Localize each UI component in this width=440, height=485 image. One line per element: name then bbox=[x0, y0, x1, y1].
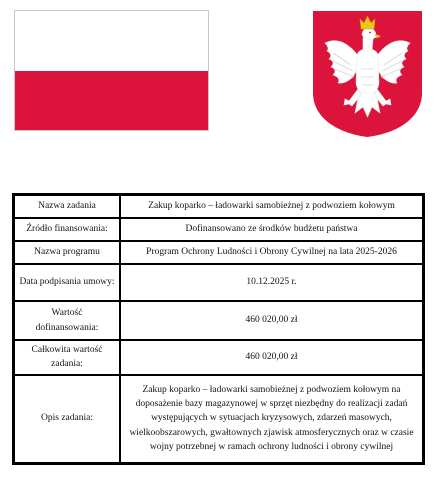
eagle-eye bbox=[369, 32, 371, 34]
row-value: Program Ochrony Ludności i Obrony Cywilnej na lata 2025-2026 bbox=[120, 241, 424, 264]
row-value: 460 020,00 zł bbox=[120, 340, 424, 375]
flag-red-stripe bbox=[15, 71, 208, 131]
table-row bbox=[14, 195, 424, 219]
row-label: Nazwa zadania bbox=[14, 195, 121, 219]
table-row bbox=[14, 264, 424, 301]
eagle-body bbox=[356, 49, 379, 95]
row-value: 10.12.2025 r. bbox=[120, 264, 424, 301]
polish-flag bbox=[14, 10, 209, 131]
row-value: Zakup koparko – ładowarki samobieżnej z podwoziem kołowym bbox=[120, 195, 424, 219]
polish-eagle-emblem-icon bbox=[311, 9, 424, 139]
table-row bbox=[14, 301, 424, 340]
row-label: Data podpisania umowy: bbox=[14, 264, 121, 301]
flag-white-stripe bbox=[15, 11, 208, 71]
row-label: Całkowita wartość zadania: bbox=[14, 340, 121, 375]
row-value: Dofinansowano ze środków budżetu państwa bbox=[120, 218, 424, 241]
table-row bbox=[14, 375, 424, 464]
table-row bbox=[14, 241, 424, 264]
table-row bbox=[14, 340, 424, 375]
row-value: 460 020,00 zł bbox=[120, 301, 424, 340]
row-value: Zakup koparko – ładowarki samobieżnej z podwoziem kołowym na doposażenie bazy magazynowej w sprzęt niezbędny do realizacji zadań występujących w sytuacjach kryzysowych, zdarzeń masowych, wielkoobszarowych, gwałtownych zjawisk atmosferycznych oraz w czasie wojny potrzebnej w ramach ochrony ludności i obrony cywilnej bbox=[120, 375, 424, 464]
row-label: Wartość dofinansowania: bbox=[14, 301, 121, 340]
project-info-table bbox=[12, 193, 425, 465]
row-label: Nazwa programu bbox=[14, 241, 121, 264]
row-label: Opis zadania: bbox=[14, 375, 121, 464]
row-label: Źródło finansowania: bbox=[14, 218, 121, 241]
table-row bbox=[14, 218, 424, 241]
